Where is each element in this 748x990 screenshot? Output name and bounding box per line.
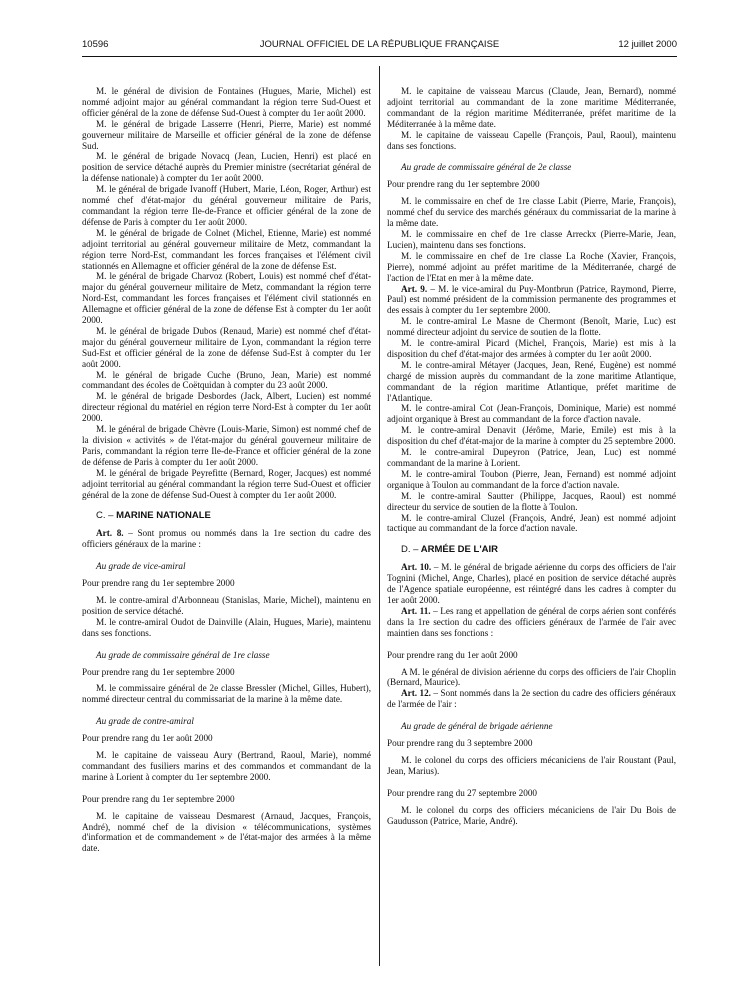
paragraph: M. le contre-amiral Cot (Jean-François, Dominique, Marie) est nommé adjoint organique à Brest au commandant de la force d'action navale. bbox=[387, 403, 676, 425]
article-paragraph bbox=[387, 562, 676, 606]
grade-heading: Au grade de commissaire général de 1re classe bbox=[96, 649, 270, 660]
section-title-air bbox=[387, 545, 676, 556]
journal-title: JOURNAL OFFICIEL DE LA RÉPUBLIQUE FRANÇAISE bbox=[259, 39, 500, 50]
article-label: Art. 10. bbox=[401, 562, 432, 573]
rank-date: Pour prendre rang du 1er septembre 2000 bbox=[82, 666, 235, 677]
page-number: 10596 bbox=[82, 39, 109, 50]
paragraph: M. le général de brigade Ivanoff (Hubert, Marie, Léon, Roger, Arthur) est nommé chef d'état-major du général gouverneur militaire de Paris, commandant la région terre Ile-de-France et officier général de la zone de défense de Paris à compter du 1er août 2000. bbox=[82, 184, 371, 227]
paragraph: M. le général de brigade de Colnet (Michel, Etienne, Marie) est nommé adjoint territorial au général gouverneur militaire de Metz, commandant la région terre Nord-Est, commandant les forces françaises et l'élément civil stationnés en Allemagne et officier général de la zone de défense Est. bbox=[82, 227, 371, 271]
paragraph: M. le contre-amiral Denavit (Jérôme, Marie, Emile) est mis à la disposition du chef d'état-major de la marine à compter du 25 septembre 2000. bbox=[387, 425, 676, 447]
paragraph: M. le général de brigade Desbordes (Jack, Albert, Lucien) est nommé directeur régional du matériel en région terre Nord-Est à compter du 1er août 2000. bbox=[82, 391, 371, 424]
issue-date: 12 juillet 2000 bbox=[618, 39, 677, 50]
paragraph: M. le contre-amiral Toubon (Pierre, Jean, Fernand) est nommé adjoint organique à Toulon au commandant de la force d'action navale. bbox=[387, 468, 676, 490]
paragraph: M. le général de brigade Lasserre (Henri, Pierre, Marie) est nommé gouverneur militaire de Marseille et officier général de la zone de défense Sud. bbox=[82, 118, 371, 151]
paragraph: M. le général de brigade Charvoz (Robert, Louis) est nommé chef d'état-major du général gouverneur militaire de Metz, commandant la région terre Nord-Est, commandant les forces françaises et l'élément civil stationnés en Allemagne et officier général de la zone de défense Est à compter du 1er août 2000. bbox=[82, 271, 371, 326]
paragraph: M. le général de brigade Cuche (Bruno, Jean, Marie) est nommé commandant des écoles de Coëtquidan à compter du 23 août 2000. bbox=[82, 369, 371, 391]
paragraph: M. le général de brigade Chèvre (Louis-Marie, Simon) est nommé chef de la division « activités » de l'état-major du général gouverneur militaire de Paris, commandant la région terre Ile-de-France et officier général de la zone de défense de Paris à compter du 1er août 2000. bbox=[82, 424, 371, 467]
right-column bbox=[387, 86, 676, 826]
article-paragraph bbox=[387, 688, 676, 710]
article-paragraph bbox=[387, 606, 676, 639]
rank-date: Pour prendre rang du 3 septembre 2000 bbox=[387, 738, 533, 749]
paragraph: M. le général de brigade Peyrefitte (Bernard, Roger, Jacques) est nommé adjoint territorial au général commandant la région terre Sud-Ouest et officier général de la zone de défense Sud-Ouest à compter du 1er août 2000. bbox=[82, 467, 371, 500]
grade-heading: Au grade de général de brigade aérienne bbox=[401, 721, 553, 732]
paragraph: M. le contre-amiral Oudot de Dainville (Alain, Hugues, Marie), maintenu dans ses fonctions. bbox=[82, 616, 371, 638]
paragraph: M. le général de brigade Dubos (Renaud, Marie) est nommé chef d'état-major du général gouverneur militaire de Lyon, commandant la région terre Sud-Est et officier général de la zone de défense Sud-Est à compter du 1er août 2000. bbox=[82, 325, 371, 369]
article-label: Art. 8. bbox=[96, 528, 124, 539]
article-label: Art. 12. bbox=[401, 688, 431, 699]
grade-heading: Au grade de vice-amiral bbox=[96, 561, 186, 572]
paragraph: M. le commissaire en chef de 1re classe Labit (Pierre, Marie, François), nommé chef du service des marchés généraux du commissariat de la marine à la même date. bbox=[387, 196, 676, 229]
paragraph: M. le capitaine de vaisseau Aury (Bertrand, Raoul, Marie), nommé commandant des fusiliers marins et des commandos et commandant de la marine à Lorient à compter du 1er septembre 2000. bbox=[82, 750, 371, 782]
column-divider bbox=[379, 66, 380, 966]
section-heading: ARMÉE DE L'AIR bbox=[420, 544, 498, 556]
grade-heading: Au grade de contre-amiral bbox=[96, 716, 194, 727]
paragraph: M. le contre-amiral Le Masne de Chermont (Benoît, Marie, Luc) est nommé directeur adjoint du service de soutien de la flotte. bbox=[387, 316, 676, 338]
grade-heading: Au grade de commissaire général de 2e classe bbox=[401, 162, 572, 173]
article-text: – M. le général de brigade aérienne du corps des officiers de l'air Tognini (Michel, Ange, Charles), placé en position de service détaché auprès de l'Agence spatiale européenne, est réintégré dans les cadres à compter du 1er août 2000. bbox=[387, 562, 676, 605]
page-header bbox=[82, 40, 677, 54]
paragraph: M. le capitaine de vaisseau Desmarest (Arnaud, Jacques, François, André), nommé chef de la division « télécommunications, systèmes d'information et de commandement » de l'état-major des armées à la même date. bbox=[82, 810, 371, 854]
article-text: – Sont promus ou nommés dans la 1re section du cadre des officiers généraux de la marine : bbox=[82, 528, 371, 550]
paragraph: M. le contre-amiral Sautter (Philippe, Jacques, Raoul) est nommé directeur du service de soutien de la flotte à Toulon. bbox=[387, 490, 676, 512]
rank-date: Pour prendre rang du 1er août 2000 bbox=[387, 649, 518, 660]
paragraph: M. le contre-amiral d'Arbonneau (Stanislas, Marie, Michel), maintenu en position de service détaché. bbox=[82, 594, 371, 616]
left-column bbox=[82, 86, 371, 854]
header-rule bbox=[82, 56, 677, 57]
paragraph: M. le capitaine de vaisseau Marcus (Claude, Jean, Bernard), nommé adjoint territorial au commandant de la zone maritime Méditerranée, commandant de la région maritime Méditerranée, préfet maritime de la Méditerranée à la même date. bbox=[387, 86, 676, 129]
paragraph: M. le contre-amiral Cluzel (François, André, Jean) est nommé adjoint tactique au commandant de la force d'action navale. bbox=[387, 512, 676, 534]
paragraph: M. le contre-amiral Métayer (Jacques, Jean, René, Eugène) est nommé chargé de mission auprès du commandant de la zone maritime Atlantique, commandant de la région maritime Atlantique, préfet maritime de l'Atlantique. bbox=[387, 359, 676, 403]
paragraph: A M. le général de division aérienne du corps des officiers de l'air Choplin (Bernard, Maurice). bbox=[387, 666, 676, 688]
paragraph: M. le colonel du corps des officiers mécaniciens de l'air Roustant (Paul, Jean, Marius). bbox=[387, 754, 676, 776]
section-letter: C. – bbox=[96, 510, 114, 522]
paragraph: M. le contre-amiral Picard (Michel, François, Marie) est mis à la disposition du chef d'état-major des armées à compter du 1er août 2000. bbox=[387, 338, 676, 359]
article-text: – Les rang et appellation de général de corps aérien sont conférés dans la 1re section du cadre des officiers généraux de l'armée de l'air avec maintien dans ses fonctions : bbox=[387, 605, 677, 638]
article-paragraph bbox=[82, 528, 371, 550]
paragraph: M. le capitaine de vaisseau Capelle (François, Paul, Raoul), maintenu dans ses fonctions. bbox=[387, 129, 676, 151]
rank-date: Pour prendre rang du 27 septembre 2000 bbox=[387, 787, 538, 798]
rank-date: Pour prendre rang du 1er septembre 2000 bbox=[82, 793, 235, 804]
section-title-marine bbox=[82, 511, 371, 522]
article-text: – M. le vice-amiral du Puy-Montbrun (Patrice, Raymond, Pierre, Paul) est nommé président de la commission permanente des programmes et des essais à compter du 1er septembre 2000. bbox=[387, 283, 676, 316]
paragraph: M. le commissaire général de 2e classe Bressler (Michel, Gilles, Hubert), nommé directeur central du commissariat de la marine à la même date. bbox=[82, 683, 371, 705]
rank-date: Pour prendre rang du 1er septembre 2000 bbox=[82, 578, 235, 589]
rank-date: Pour prendre rang du 1er septembre 2000 bbox=[387, 179, 540, 190]
paragraph: M. le général de brigade Novacq (Jean, Lucien, Henri) est placé en position de service détaché auprès du Premier ministre (secrétariat général de la défense nationale) à compter du 1er août 2000. bbox=[82, 151, 371, 184]
rank-date: Pour prendre rang du 1er août 2000 bbox=[82, 733, 213, 744]
article-paragraph bbox=[387, 284, 676, 317]
paragraph: M. le colonel du corps des officiers mécaniciens de l'air Du Bois de Gaudusson (Patrice, Marie, André). bbox=[387, 804, 676, 826]
paragraph: M. le contre-amiral Dupeyron (Patrice, Jean, Luc) est nommé commandant de la marine à Lorient. bbox=[387, 447, 676, 468]
paragraph: M. le général de division de Fontaines (Hugues, Marie, Michel) est nommé adjoint major au général commandant la région terre Sud-Ouest et officier général de la zone de défense Sud-Ouest à compter du 1er août 2000. bbox=[82, 86, 371, 118]
paragraph: M. le commissaire en chef de 1re classe Arreckx (Pierre-Marie, Jean, Lucien), maintenu dans ses fonctions. bbox=[387, 228, 676, 250]
article-label: Art. 11. bbox=[401, 605, 431, 616]
section-heading: MARINE NATIONALE bbox=[116, 510, 211, 522]
article-label: Art. 9. bbox=[401, 283, 428, 294]
article-text: – Sont nommés dans la 2e section du cadre des officiers généraux de l'armée de l'air : bbox=[387, 688, 676, 710]
paragraph: M. le commissaire en chef de 1re classe La Roche (Xavier, François, Pierre), nommé adjoint au préfet maritime de la Méditerranée, chargé de l'action de l'Etat en mer à la même date. bbox=[387, 250, 676, 283]
section-letter: D. – bbox=[401, 544, 419, 556]
